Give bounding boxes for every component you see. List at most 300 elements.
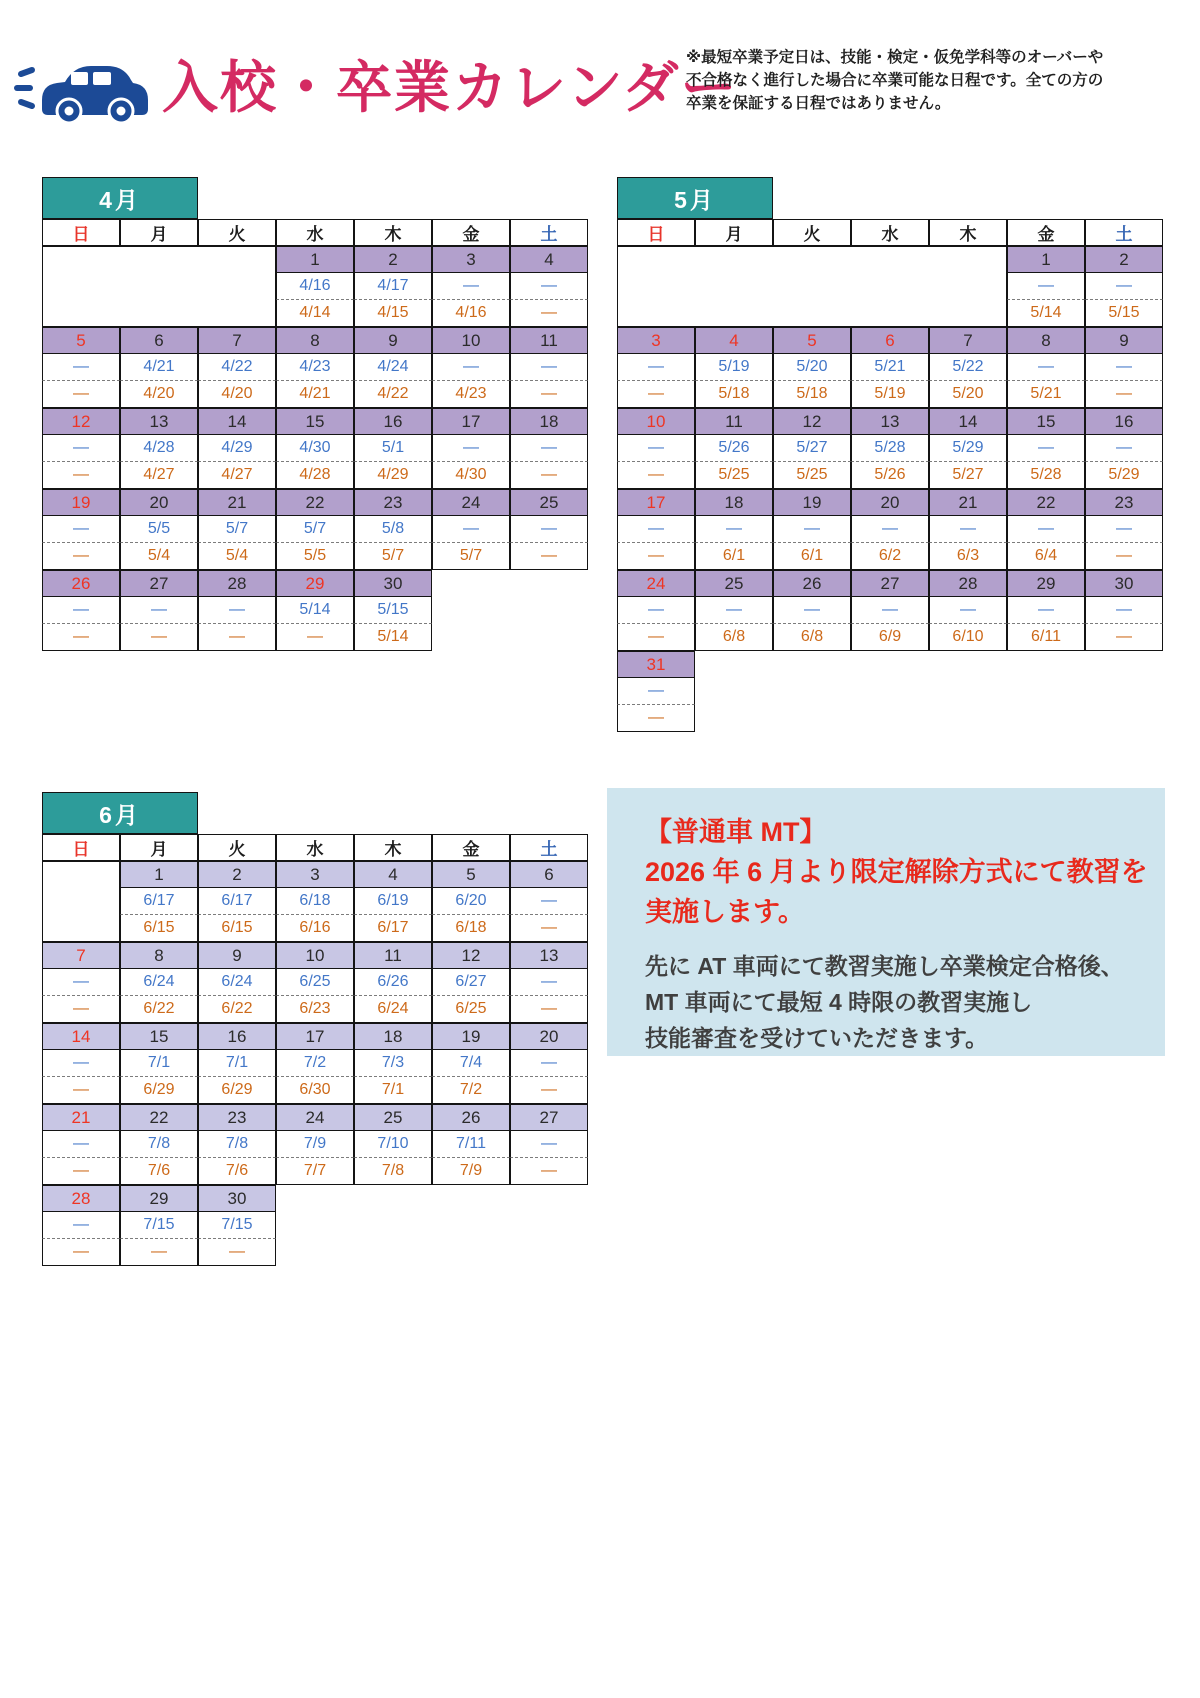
at-graduation-cell: 5/7 bbox=[432, 543, 510, 570]
at-row bbox=[42, 1077, 588, 1104]
date-cell: 28 bbox=[198, 570, 276, 597]
at-graduation-cell: 6/2 bbox=[851, 543, 929, 570]
date-cell: 6 bbox=[120, 327, 198, 354]
at-graduation-cell: 5/4 bbox=[120, 543, 198, 570]
mt-graduation-cell: 5/27 bbox=[773, 435, 851, 462]
weekday-header: 月 bbox=[695, 219, 773, 246]
at-graduation-cell: 4/27 bbox=[120, 462, 198, 489]
week-block bbox=[42, 1104, 588, 1185]
mt-row bbox=[42, 969, 588, 996]
calendar-title-row bbox=[42, 792, 588, 834]
calendar-title-row bbox=[42, 177, 588, 219]
date-cell: 31 bbox=[617, 651, 695, 678]
mt-graduation-cell: 5/7 bbox=[198, 516, 276, 543]
mt-graduation-cell: 5/26 bbox=[695, 435, 773, 462]
mt-row bbox=[42, 1212, 588, 1239]
at-graduation-cell: 6/1 bbox=[773, 543, 851, 570]
mt-graduation-cell: — bbox=[42, 1050, 120, 1077]
disclaimer-note-line1: ※最短卒業予定日は、技能・検定・仮免学科等のオーバーや bbox=[686, 49, 1104, 66]
at-graduation-cell: 6/3 bbox=[929, 543, 1007, 570]
mt-graduation-cell: — bbox=[1007, 516, 1085, 543]
weekday-header: 土 bbox=[1085, 219, 1163, 246]
at-graduation-cell: 4/14 bbox=[276, 300, 354, 327]
date-cell: 25 bbox=[510, 489, 588, 516]
date-cell: 3 bbox=[276, 861, 354, 888]
date-cell: 14 bbox=[929, 408, 1007, 435]
at-row bbox=[42, 1158, 588, 1185]
mt-row bbox=[276, 273, 588, 300]
disclaimer-note-line2: 不合格なく進行した場合に卒業可能な日程です。全ての方の bbox=[686, 72, 1104, 89]
at-graduation-cell: 6/30 bbox=[276, 1077, 354, 1104]
at-graduation-cell: 6/8 bbox=[773, 624, 851, 651]
mt-graduation-cell: — bbox=[1085, 597, 1163, 624]
at-graduation-cell: — bbox=[617, 462, 695, 489]
date-cell: 20 bbox=[510, 1023, 588, 1050]
date-cell: 17 bbox=[617, 489, 695, 516]
weekday-header-row bbox=[42, 219, 588, 246]
calendar-may bbox=[617, 177, 1163, 732]
month-label: 5月 bbox=[617, 177, 773, 219]
at-graduation-cell: 4/29 bbox=[354, 462, 432, 489]
empty-cell bbox=[42, 861, 120, 942]
date-cell: 14 bbox=[198, 408, 276, 435]
mt-graduation-cell: 7/15 bbox=[198, 1212, 276, 1239]
date-cell: 6 bbox=[851, 327, 929, 354]
mt-graduation-cell: — bbox=[42, 435, 120, 462]
at-graduation-cell: 4/27 bbox=[198, 462, 276, 489]
date-cell: 19 bbox=[432, 1023, 510, 1050]
date-row bbox=[42, 489, 588, 516]
at-graduation-cell: 5/29 bbox=[1085, 462, 1163, 489]
disclaimer-note bbox=[686, 46, 1116, 115]
at-graduation-cell: 4/20 bbox=[198, 381, 276, 408]
date-cell: 15 bbox=[1007, 408, 1085, 435]
date-cell: 3 bbox=[617, 327, 695, 354]
at-row bbox=[617, 462, 1163, 489]
mt-graduation-cell: — bbox=[510, 354, 588, 381]
mt-graduation-cell: — bbox=[510, 888, 588, 915]
mt-graduation-cell: 6/24 bbox=[198, 969, 276, 996]
date-row bbox=[120, 861, 588, 888]
date-row bbox=[42, 1023, 588, 1050]
at-graduation-cell: — bbox=[510, 381, 588, 408]
at-graduation-cell: 7/9 bbox=[432, 1158, 510, 1185]
at-graduation-cell: — bbox=[1085, 624, 1163, 651]
mt-graduation-cell: — bbox=[432, 273, 510, 300]
page-title: 入校・卒業カレンダー bbox=[162, 56, 739, 119]
at-row bbox=[42, 1239, 588, 1266]
date-cell: 15 bbox=[120, 1023, 198, 1050]
weekday-header: 水 bbox=[276, 219, 354, 246]
date-cell: 16 bbox=[198, 1023, 276, 1050]
car-icon bbox=[12, 44, 154, 132]
date-cell: 17 bbox=[276, 1023, 354, 1050]
mt-graduation-cell: — bbox=[617, 597, 695, 624]
at-graduation-cell: 7/6 bbox=[198, 1158, 276, 1185]
date-cell: 27 bbox=[120, 570, 198, 597]
date-cell: 6 bbox=[510, 861, 588, 888]
date-row bbox=[617, 651, 1163, 678]
month-label: 4月 bbox=[42, 177, 198, 219]
mt-graduation-cell: 5/14 bbox=[276, 597, 354, 624]
month-label: 6月 bbox=[42, 792, 198, 834]
date-cell: 8 bbox=[120, 942, 198, 969]
week-block bbox=[617, 327, 1163, 408]
mt-graduation-cell: — bbox=[42, 1212, 120, 1239]
week-block bbox=[42, 1185, 588, 1266]
mt-graduation-cell: — bbox=[432, 516, 510, 543]
weekday-header: 月 bbox=[120, 834, 198, 861]
date-cell: 19 bbox=[42, 489, 120, 516]
at-graduation-cell: 5/14 bbox=[1007, 300, 1085, 327]
date-row bbox=[617, 489, 1163, 516]
date-cell: 18 bbox=[510, 408, 588, 435]
mt-graduation-cell: — bbox=[1007, 354, 1085, 381]
at-graduation-cell: 6/18 bbox=[432, 915, 510, 942]
at-graduation-cell: — bbox=[510, 996, 588, 1023]
date-row bbox=[276, 246, 588, 273]
at-row bbox=[42, 381, 588, 408]
date-row bbox=[42, 942, 588, 969]
date-row bbox=[617, 570, 1163, 597]
date-cell: 12 bbox=[432, 942, 510, 969]
date-cell: 16 bbox=[354, 408, 432, 435]
at-graduation-cell: 6/11 bbox=[1007, 624, 1085, 651]
date-cell: 18 bbox=[695, 489, 773, 516]
date-cell: 7 bbox=[198, 327, 276, 354]
mt-graduation-cell: — bbox=[432, 354, 510, 381]
at-graduation-cell: — bbox=[42, 381, 120, 408]
at-graduation-cell: 4/20 bbox=[120, 381, 198, 408]
date-cell: 22 bbox=[276, 489, 354, 516]
at-graduation-cell: 5/7 bbox=[354, 543, 432, 570]
mt-graduation-cell: 4/21 bbox=[120, 354, 198, 381]
mt-graduation-cell: 4/22 bbox=[198, 354, 276, 381]
at-graduation-cell: 6/15 bbox=[120, 915, 198, 942]
mt-graduation-cell: — bbox=[617, 354, 695, 381]
mt-graduation-cell: 7/1 bbox=[198, 1050, 276, 1077]
date-cell: 26 bbox=[773, 570, 851, 597]
mt-info-box bbox=[607, 788, 1165, 1056]
date-cell: 20 bbox=[120, 489, 198, 516]
date-cell: 10 bbox=[276, 942, 354, 969]
info-box-body3: 技能審査を受けていただきます。 bbox=[645, 1025, 989, 1051]
date-cell: 4 bbox=[695, 327, 773, 354]
mt-graduation-cell: — bbox=[1085, 516, 1163, 543]
date-row bbox=[42, 1104, 588, 1131]
week-block bbox=[42, 942, 588, 1023]
mt-graduation-cell: 4/28 bbox=[120, 435, 198, 462]
week-block bbox=[617, 570, 1163, 651]
date-cell: 1 bbox=[120, 861, 198, 888]
mt-graduation-cell: 7/10 bbox=[354, 1131, 432, 1158]
calendar-june bbox=[42, 792, 588, 1266]
mt-graduation-cell: — bbox=[120, 597, 198, 624]
mt-graduation-cell: — bbox=[773, 516, 851, 543]
at-graduation-cell: — bbox=[510, 543, 588, 570]
mt-graduation-cell: 6/17 bbox=[120, 888, 198, 915]
date-row bbox=[42, 570, 588, 597]
mt-graduation-cell: 5/5 bbox=[120, 516, 198, 543]
mt-graduation-cell: 5/1 bbox=[354, 435, 432, 462]
mt-row bbox=[42, 435, 588, 462]
date-cell: 5 bbox=[432, 861, 510, 888]
date-cell: 10 bbox=[617, 408, 695, 435]
week-block bbox=[617, 246, 1163, 327]
weekday-header: 土 bbox=[510, 834, 588, 861]
mt-graduation-cell: — bbox=[510, 516, 588, 543]
calendar-april bbox=[42, 177, 588, 651]
date-cell: 4 bbox=[510, 246, 588, 273]
mt-graduation-cell: 5/28 bbox=[851, 435, 929, 462]
mt-graduation-cell: — bbox=[510, 1050, 588, 1077]
at-graduation-cell: 6/9 bbox=[851, 624, 929, 651]
info-box-body2: MT 車両にて最短 4 時限の教習実施し bbox=[645, 989, 1033, 1015]
date-cell: 29 bbox=[276, 570, 354, 597]
date-cell: 29 bbox=[120, 1185, 198, 1212]
mt-row bbox=[42, 516, 588, 543]
date-row bbox=[617, 408, 1163, 435]
at-graduation-cell: 6/15 bbox=[198, 915, 276, 942]
at-graduation-cell: — bbox=[120, 624, 198, 651]
at-graduation-cell: 6/24 bbox=[354, 996, 432, 1023]
at-graduation-cell: — bbox=[198, 624, 276, 651]
at-graduation-cell: 6/16 bbox=[276, 915, 354, 942]
at-graduation-cell: — bbox=[198, 1239, 276, 1266]
mt-graduation-cell: 7/9 bbox=[276, 1131, 354, 1158]
mt-graduation-cell: 7/4 bbox=[432, 1050, 510, 1077]
date-cell: 7 bbox=[929, 327, 1007, 354]
mt-graduation-cell: 5/22 bbox=[929, 354, 1007, 381]
date-cell: 16 bbox=[1085, 408, 1163, 435]
date-cell: 1 bbox=[276, 246, 354, 273]
mt-graduation-cell: — bbox=[1007, 273, 1085, 300]
mt-graduation-cell: 5/19 bbox=[695, 354, 773, 381]
weekday-header: 火 bbox=[198, 219, 276, 246]
mt-graduation-cell: — bbox=[510, 273, 588, 300]
week-block bbox=[42, 489, 588, 570]
at-graduation-cell: 6/23 bbox=[276, 996, 354, 1023]
mt-graduation-cell: — bbox=[432, 435, 510, 462]
at-row bbox=[42, 624, 588, 651]
date-cell: 13 bbox=[510, 942, 588, 969]
at-row bbox=[617, 381, 1163, 408]
date-cell: 22 bbox=[120, 1104, 198, 1131]
mt-graduation-cell: 4/24 bbox=[354, 354, 432, 381]
date-cell: 29 bbox=[1007, 570, 1085, 597]
date-cell: 11 bbox=[510, 327, 588, 354]
at-graduation-cell: 4/23 bbox=[432, 381, 510, 408]
weekday-header: 金 bbox=[1007, 219, 1085, 246]
at-graduation-cell: 5/15 bbox=[1085, 300, 1163, 327]
mt-row bbox=[42, 597, 588, 624]
at-graduation-cell: — bbox=[510, 915, 588, 942]
mt-graduation-cell: 6/17 bbox=[198, 888, 276, 915]
at-row bbox=[42, 996, 588, 1023]
mt-row bbox=[617, 597, 1163, 624]
week-block bbox=[42, 1023, 588, 1104]
weekday-header: 木 bbox=[354, 219, 432, 246]
at-graduation-cell: — bbox=[120, 1239, 198, 1266]
date-cell: 23 bbox=[1085, 489, 1163, 516]
mt-graduation-cell: 6/26 bbox=[354, 969, 432, 996]
mt-graduation-cell: 4/17 bbox=[354, 273, 432, 300]
date-cell: 24 bbox=[617, 570, 695, 597]
at-graduation-cell: 5/28 bbox=[1007, 462, 1085, 489]
at-graduation-cell: — bbox=[276, 624, 354, 651]
weekday-header: 木 bbox=[354, 834, 432, 861]
mt-graduation-cell: 5/15 bbox=[354, 597, 432, 624]
date-cell: 9 bbox=[198, 942, 276, 969]
date-cell: 28 bbox=[42, 1185, 120, 1212]
at-graduation-cell: 5/26 bbox=[851, 462, 929, 489]
mt-graduation-cell: 5/8 bbox=[354, 516, 432, 543]
week-block bbox=[42, 861, 588, 942]
date-cell: 1 bbox=[1007, 246, 1085, 273]
date-cell: 15 bbox=[276, 408, 354, 435]
calendar-title-row bbox=[617, 177, 1163, 219]
mt-graduation-cell: — bbox=[617, 435, 695, 462]
week-block bbox=[617, 408, 1163, 489]
at-row bbox=[42, 462, 588, 489]
weekday-header-row bbox=[617, 219, 1163, 246]
date-cell: 21 bbox=[929, 489, 1007, 516]
mt-graduation-cell: 6/24 bbox=[120, 969, 198, 996]
at-graduation-cell: 4/15 bbox=[354, 300, 432, 327]
date-cell: 21 bbox=[198, 489, 276, 516]
date-cell: 30 bbox=[1085, 570, 1163, 597]
date-row bbox=[42, 327, 588, 354]
date-cell: 12 bbox=[42, 408, 120, 435]
mt-graduation-cell: 5/21 bbox=[851, 354, 929, 381]
at-graduation-cell: 5/4 bbox=[198, 543, 276, 570]
mt-graduation-cell: — bbox=[42, 354, 120, 381]
weekday-header: 木 bbox=[929, 219, 1007, 246]
mt-row bbox=[1007, 273, 1163, 300]
mt-graduation-cell: 7/2 bbox=[276, 1050, 354, 1077]
weekday-header: 土 bbox=[510, 219, 588, 246]
mt-graduation-cell: — bbox=[929, 597, 1007, 624]
info-box-headline1: 2026 年 6 月より限定解除方式にて教習を bbox=[645, 857, 1148, 887]
mt-graduation-cell: 4/29 bbox=[198, 435, 276, 462]
at-graduation-cell: 6/17 bbox=[354, 915, 432, 942]
at-graduation-cell: — bbox=[42, 543, 120, 570]
date-cell: 9 bbox=[1085, 327, 1163, 354]
at-graduation-cell: 7/1 bbox=[354, 1077, 432, 1104]
info-box-title: 【普通車 MT】 bbox=[645, 817, 827, 847]
at-graduation-cell: 6/1 bbox=[695, 543, 773, 570]
date-cell: 23 bbox=[354, 489, 432, 516]
at-graduation-cell: 6/22 bbox=[120, 996, 198, 1023]
date-cell: 26 bbox=[432, 1104, 510, 1131]
mt-graduation-cell: 7/15 bbox=[120, 1212, 198, 1239]
mt-graduation-cell: — bbox=[510, 435, 588, 462]
date-cell: 2 bbox=[1085, 246, 1163, 273]
date-cell: 27 bbox=[510, 1104, 588, 1131]
mt-graduation-cell: 5/7 bbox=[276, 516, 354, 543]
at-graduation-cell: 4/30 bbox=[432, 462, 510, 489]
at-row bbox=[1007, 300, 1163, 327]
mt-graduation-cell: — bbox=[617, 678, 695, 705]
mt-row bbox=[42, 1131, 588, 1158]
weekday-header-row bbox=[42, 834, 588, 861]
mt-graduation-cell: 4/23 bbox=[276, 354, 354, 381]
mt-graduation-cell: — bbox=[1007, 435, 1085, 462]
at-graduation-cell: — bbox=[1085, 543, 1163, 570]
mt-graduation-cell: — bbox=[510, 969, 588, 996]
date-cell: 24 bbox=[432, 489, 510, 516]
at-graduation-cell: 5/5 bbox=[276, 543, 354, 570]
at-graduation-cell: — bbox=[510, 462, 588, 489]
at-graduation-cell: 5/27 bbox=[929, 462, 1007, 489]
date-cell: 27 bbox=[851, 570, 929, 597]
mt-row bbox=[617, 435, 1163, 462]
date-cell: 3 bbox=[432, 246, 510, 273]
empty-cell bbox=[42, 246, 276, 327]
mt-graduation-cell: 7/1 bbox=[120, 1050, 198, 1077]
weekday-header: 火 bbox=[773, 219, 851, 246]
mt-graduation-cell: — bbox=[198, 597, 276, 624]
mt-graduation-cell: 7/8 bbox=[198, 1131, 276, 1158]
date-cell: 25 bbox=[354, 1104, 432, 1131]
at-graduation-cell: 6/10 bbox=[929, 624, 1007, 651]
date-cell: 19 bbox=[773, 489, 851, 516]
date-cell: 5 bbox=[773, 327, 851, 354]
mt-graduation-cell: — bbox=[1085, 435, 1163, 462]
mt-row bbox=[42, 1050, 588, 1077]
mt-graduation-cell: 6/19 bbox=[354, 888, 432, 915]
at-graduation-cell: 6/8 bbox=[695, 624, 773, 651]
at-graduation-cell: 7/2 bbox=[432, 1077, 510, 1104]
at-graduation-cell: 4/16 bbox=[432, 300, 510, 327]
date-cell: 11 bbox=[354, 942, 432, 969]
date-row bbox=[1007, 246, 1163, 273]
at-graduation-cell: 5/21 bbox=[1007, 381, 1085, 408]
mt-graduation-cell: — bbox=[851, 597, 929, 624]
mt-row bbox=[617, 516, 1163, 543]
mt-row bbox=[617, 678, 1163, 705]
date-cell: 25 bbox=[695, 570, 773, 597]
mt-graduation-cell: 7/3 bbox=[354, 1050, 432, 1077]
mt-graduation-cell: — bbox=[510, 1131, 588, 1158]
at-graduation-cell: — bbox=[617, 624, 695, 651]
date-cell: 2 bbox=[354, 246, 432, 273]
at-graduation-cell: 7/7 bbox=[276, 1158, 354, 1185]
at-graduation-cell: 5/14 bbox=[354, 624, 432, 651]
at-graduation-cell: 4/22 bbox=[354, 381, 432, 408]
at-graduation-cell: — bbox=[42, 462, 120, 489]
at-graduation-cell: — bbox=[617, 543, 695, 570]
mt-graduation-cell: — bbox=[42, 516, 120, 543]
date-cell: 30 bbox=[198, 1185, 276, 1212]
date-cell: 13 bbox=[120, 408, 198, 435]
weekday-header: 日 bbox=[42, 834, 120, 861]
at-graduation-cell: 6/25 bbox=[432, 996, 510, 1023]
weekday-header: 日 bbox=[42, 219, 120, 246]
at-graduation-cell: 5/20 bbox=[929, 381, 1007, 408]
date-cell: 2 bbox=[198, 861, 276, 888]
date-cell: 5 bbox=[42, 327, 120, 354]
mt-graduation-cell: 4/16 bbox=[276, 273, 354, 300]
at-graduation-cell: — bbox=[510, 1158, 588, 1185]
date-cell: 18 bbox=[354, 1023, 432, 1050]
date-row bbox=[617, 327, 1163, 354]
mt-graduation-cell: — bbox=[929, 516, 1007, 543]
week-block bbox=[42, 246, 588, 327]
date-cell: 4 bbox=[354, 861, 432, 888]
date-cell: 21 bbox=[42, 1104, 120, 1131]
mt-graduation-cell: — bbox=[695, 597, 773, 624]
